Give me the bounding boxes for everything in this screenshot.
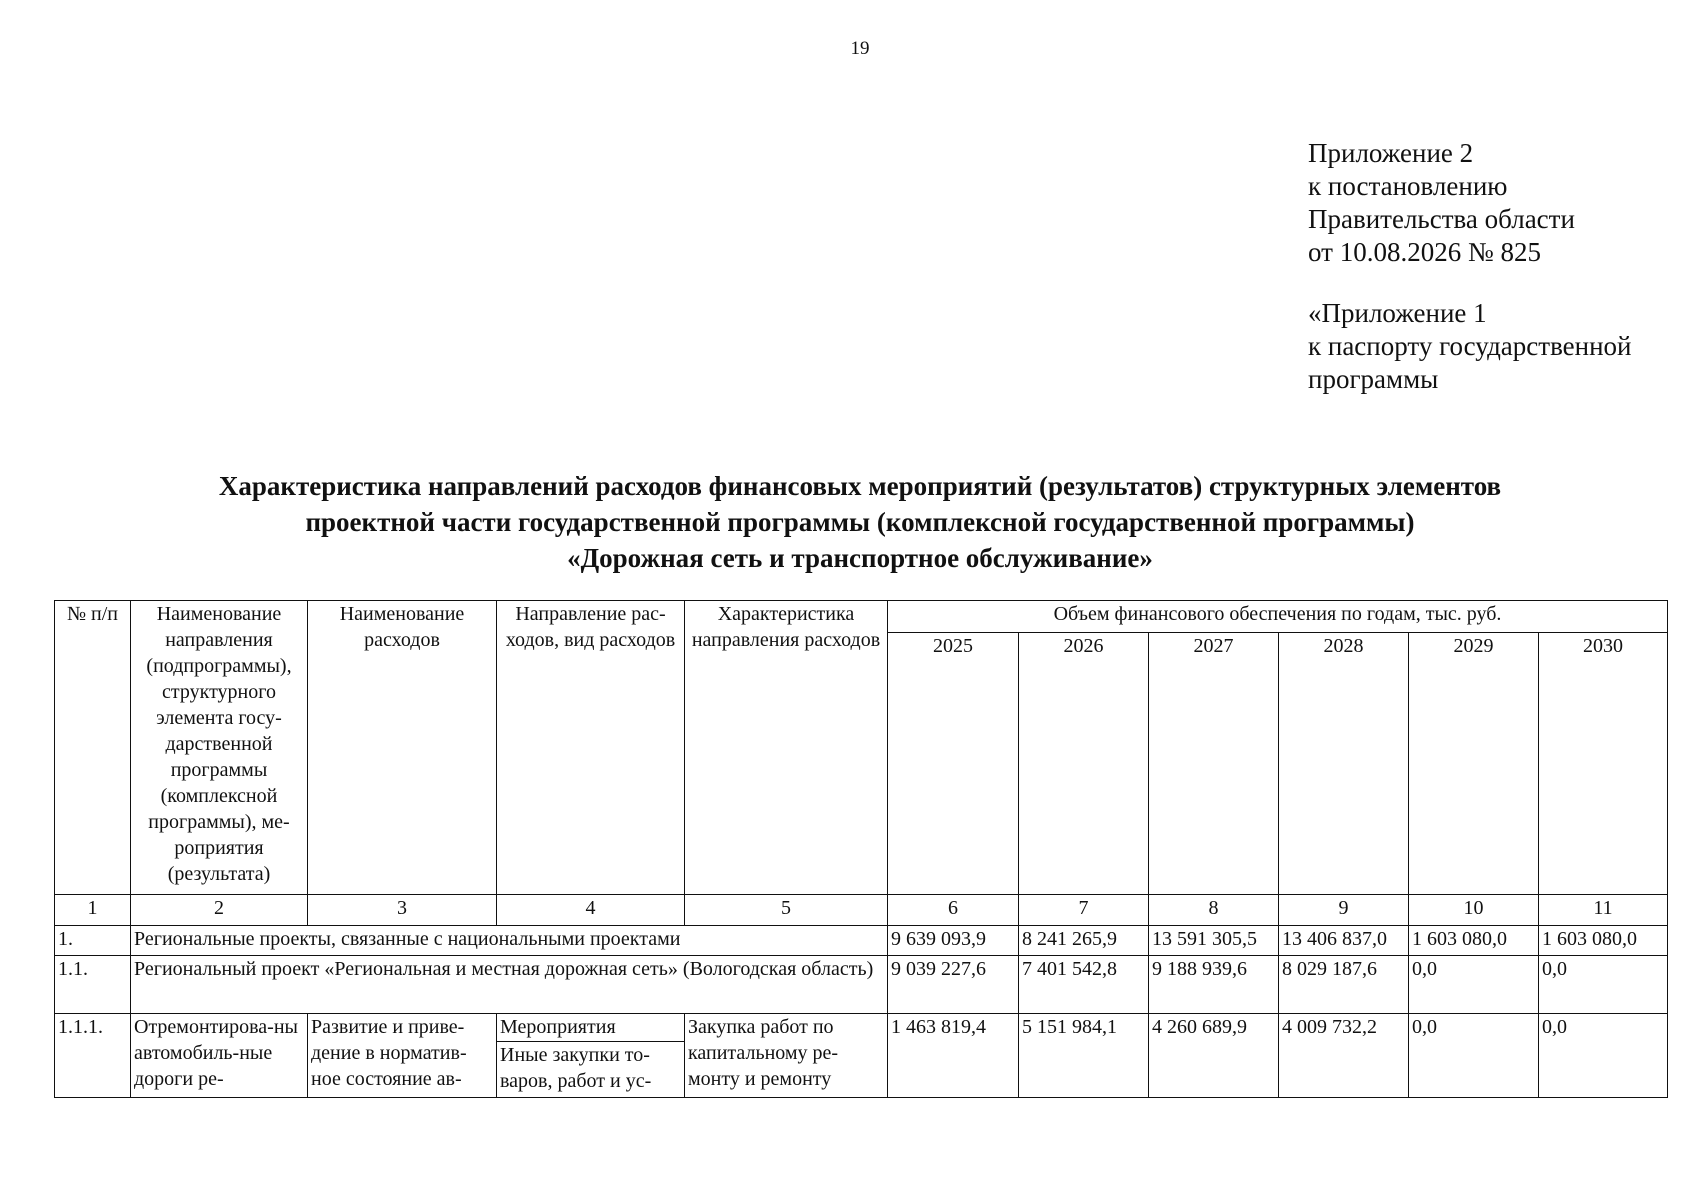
header-expense-direction: Направление рас-ходов, вид расходов [497,601,685,895]
header-characteristic: Характеристика направления расходов [685,601,888,895]
row-value: 7 401 542,8 [1019,956,1149,1014]
row-characteristic: Закупка работ по капитальному ре-монту и ремонту [685,1014,888,1098]
row-number: 1.1.1. [55,1014,131,1098]
row-expense-name: Развитие и приве-дение в норматив-ное состояние ав- [308,1014,497,1098]
row-value: 8 241 265,9 [1019,926,1149,956]
column-number: 8 [1149,895,1279,926]
appendix-line: к паспорту государственной [1308,331,1632,361]
row-direction: Иные закупки то-варов, работ и ус- [497,1042,685,1098]
row-value: 1 603 080,0 [1409,926,1539,956]
header-year: 2030 [1539,633,1668,895]
column-number: 6 [888,895,1019,926]
appendix-line: от 10.08.2026 № 825 [1308,237,1541,267]
row-number: 1.1. [55,956,131,1014]
header-year: 2026 [1019,633,1149,895]
appendix-header [1308,137,1632,396]
header-funding: Объем финансового обеспечения по годам, тыс. руб. [888,601,1668,633]
appendix-line: Приложение 2 [1308,138,1474,168]
column-number: 5 [685,895,888,926]
document-title [60,468,1660,576]
header-expense-name: Наименование расходов [308,601,497,895]
row-value: 5 151 984,1 [1019,1014,1149,1098]
row-name: Региональные проекты, связанные с национальными проектами [131,926,888,956]
header-number: № п/п [55,601,131,895]
title-line: проектной части государственной программы (комплексной государственной программы) [305,507,1415,537]
row-number: 1. [55,926,131,956]
row-name: Региональный проект «Региональная и местная дорожная сеть» (Вологодская область) [131,956,888,1014]
header-year: 2025 [888,633,1019,895]
column-number: 2 [131,895,308,926]
table-row [55,1014,1668,1042]
title-line: Характеристика направлений расходов финансовых мероприятий (результатов) структурных элементов [218,471,1502,501]
row-name: Отремонтирова-ны автомобиль-ные дороги ре- [131,1014,308,1098]
column-number: 9 [1279,895,1409,926]
column-number: 1 [55,895,131,926]
row-value: 9 639 093,9 [888,926,1019,956]
appendix-line: к постановлению [1308,171,1508,201]
table-row [55,956,1668,1014]
row-value: 1 463 819,4 [888,1014,1019,1098]
page-number: 19 [850,38,870,59]
row-value: 0,0 [1409,1014,1539,1098]
column-number: 7 [1019,895,1149,926]
row-value: 1 603 080,0 [1539,926,1668,956]
row-value: 13 406 837,0 [1279,926,1409,956]
row-value: 0,0 [1409,956,1539,1014]
expense-table [54,600,1668,1098]
table-row [55,926,1668,956]
column-number: 4 [497,895,685,926]
row-value: 9 039 227,6 [888,956,1019,1014]
row-value: 0,0 [1539,956,1668,1014]
header-year: 2027 [1149,633,1279,895]
header-direction-name: Наименование направления (подпрограммы), структурного элемента госу-дарственной программы (комплексной программы), ме-роприятия (результата) [131,601,308,895]
column-number: 3 [308,895,497,926]
row-value: 9 188 939,6 [1149,956,1279,1014]
row-value: 4 009 732,2 [1279,1014,1409,1098]
column-number: 11 [1539,895,1668,926]
header-year: 2029 [1409,633,1539,895]
row-value: 0,0 [1539,1014,1668,1098]
row-value: 13 591 305,5 [1149,926,1279,956]
row-value: 8 029 187,6 [1279,956,1409,1014]
row-value: 4 260 689,9 [1149,1014,1279,1098]
header-year: 2028 [1279,633,1409,895]
title-line: «Дорожная сеть и транспортное обслуживание» [567,543,1153,573]
column-number: 10 [1409,895,1539,926]
appendix-line: Правительства области [1308,204,1575,234]
appendix-line: программы [1308,364,1439,394]
row-direction: Мероприятия [497,1014,685,1042]
appendix-line: «Приложение 1 [1308,298,1487,328]
